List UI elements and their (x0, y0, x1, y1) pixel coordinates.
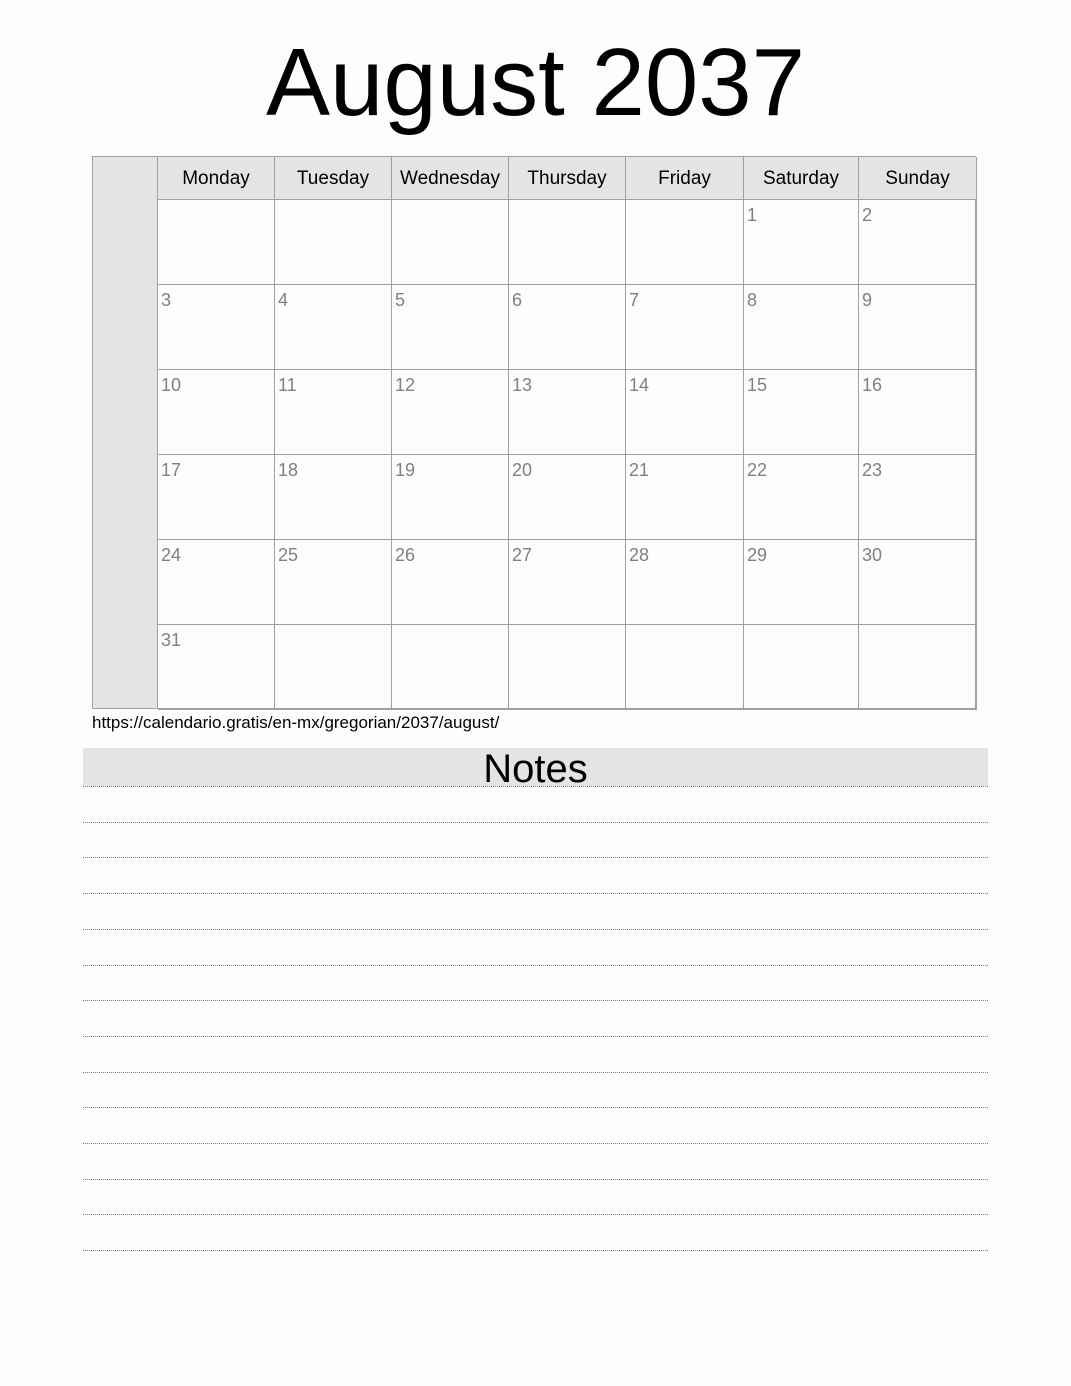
day-cell[interactable] (158, 370, 275, 455)
day-number: 29 (747, 545, 768, 565)
day-number: 16 (862, 375, 883, 395)
empty-day-cell[interactable] (392, 625, 509, 710)
day-number: 18 (278, 460, 299, 480)
weekday-header-saturday: Saturday (744, 157, 859, 200)
notes-line[interactable] (83, 1000, 988, 1001)
day-cell[interactable] (158, 625, 275, 710)
day-number: 28 (629, 545, 650, 565)
notes-line[interactable] (83, 1107, 988, 1108)
day-number: 15 (747, 375, 768, 395)
day-number: 10 (161, 375, 182, 395)
day-cell[interactable] (859, 540, 977, 625)
empty-day-cell[interactable] (158, 200, 275, 285)
notes-line[interactable] (83, 786, 988, 787)
day-number: 31 (161, 630, 182, 650)
day-number: 8 (747, 290, 758, 310)
weekday-header-friday: Friday (626, 157, 744, 200)
day-number: 2 (862, 205, 873, 225)
day-number: 25 (278, 545, 299, 565)
empty-day-cell[interactable] (275, 200, 392, 285)
notes-line[interactable] (83, 1214, 988, 1215)
empty-day-cell[interactable] (859, 625, 977, 710)
day-number: 4 (278, 290, 289, 310)
notes-line[interactable] (83, 1143, 988, 1144)
weekday-header-monday: Monday (158, 157, 275, 200)
page-title: August 2037 (265, 29, 806, 136)
day-cell[interactable] (626, 455, 744, 540)
day-cell[interactable] (744, 285, 859, 370)
day-number: 1 (747, 205, 758, 225)
day-number: 19 (395, 460, 416, 480)
notes-title: Notes (83, 748, 988, 786)
day-cell[interactable] (859, 200, 977, 285)
day-cell[interactable] (158, 540, 275, 625)
day-cell[interactable] (509, 370, 626, 455)
week-number-column (93, 157, 158, 708)
notes-line[interactable] (83, 1250, 988, 1251)
day-number: 5 (395, 290, 406, 310)
empty-day-cell[interactable] (626, 200, 744, 285)
empty-day-cell[interactable] (509, 625, 626, 710)
empty-day-cell[interactable] (626, 625, 744, 710)
day-cell[interactable] (626, 370, 744, 455)
empty-day-cell[interactable] (509, 200, 626, 285)
day-cell[interactable] (509, 285, 626, 370)
day-cell[interactable] (509, 540, 626, 625)
day-number: 13 (512, 375, 533, 395)
day-number: 26 (395, 545, 416, 565)
empty-day-cell[interactable] (275, 625, 392, 710)
day-cell[interactable] (392, 370, 509, 455)
weekday-header-tuesday: Tuesday (275, 157, 392, 200)
day-cell[interactable] (275, 370, 392, 455)
notes-line[interactable] (83, 1072, 988, 1073)
day-number: 11 (278, 375, 297, 395)
day-number: 24 (161, 545, 182, 565)
empty-day-cell[interactable] (744, 625, 859, 710)
calendar-grid (92, 156, 976, 709)
day-cell[interactable] (392, 540, 509, 625)
day-cell[interactable] (158, 455, 275, 540)
day-number: 7 (629, 290, 640, 310)
day-number: 9 (862, 290, 873, 310)
notes-line[interactable] (83, 893, 988, 894)
day-cell[interactable] (626, 285, 744, 370)
day-number: 14 (629, 375, 650, 395)
day-cell[interactable] (275, 285, 392, 370)
day-number: 21 (629, 460, 650, 480)
day-cell[interactable] (859, 285, 977, 370)
day-cell[interactable] (744, 540, 859, 625)
day-number: 6 (512, 290, 523, 310)
day-number: 22 (747, 460, 768, 480)
notes-line[interactable] (83, 822, 988, 823)
day-number: 20 (512, 460, 533, 480)
notes-line[interactable] (83, 1179, 988, 1180)
day-cell[interactable] (392, 455, 509, 540)
weekday-header-thursday: Thursday (509, 157, 626, 200)
day-cell[interactable] (859, 455, 977, 540)
notes-line[interactable] (83, 929, 988, 930)
notes-line[interactable] (83, 1036, 988, 1037)
weekday-header-sunday: Sunday (859, 157, 977, 200)
day-number: 30 (862, 545, 883, 565)
empty-day-cell[interactable] (392, 200, 509, 285)
notes-line[interactable] (83, 965, 988, 966)
day-cell[interactable] (509, 455, 626, 540)
weekday-header-wednesday: Wednesday (392, 157, 509, 200)
day-number: 17 (161, 460, 182, 480)
day-cell[interactable] (392, 285, 509, 370)
day-cell[interactable] (626, 540, 744, 625)
notes-line[interactable] (83, 857, 988, 858)
day-cell[interactable] (275, 540, 392, 625)
calendar-days (158, 157, 975, 708)
day-number: 3 (161, 290, 172, 310)
day-cell[interactable] (158, 285, 275, 370)
source-url[interactable]: https://calendario.gratis/en-mx/gregorian/2037/august/ (92, 713, 500, 732)
day-cell[interactable] (275, 455, 392, 540)
day-cell[interactable] (744, 455, 859, 540)
day-number: 23 (862, 460, 883, 480)
day-cell[interactable] (744, 200, 859, 285)
day-number: 12 (395, 375, 416, 395)
day-cell[interactable] (859, 370, 977, 455)
day-cell[interactable] (744, 370, 859, 455)
day-number: 27 (512, 545, 533, 565)
